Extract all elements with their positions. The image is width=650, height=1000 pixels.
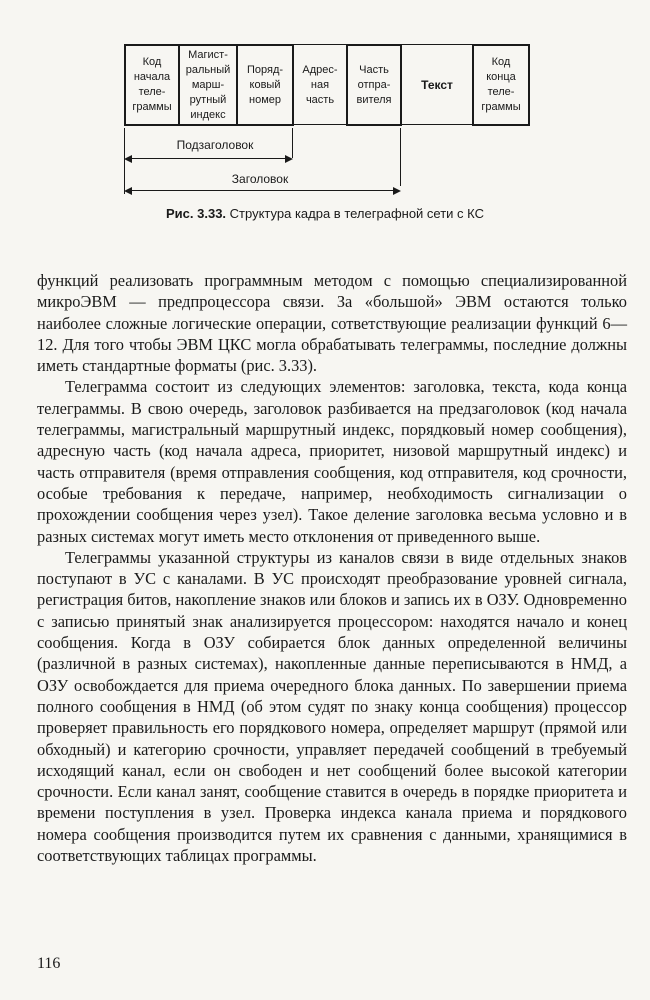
figure-caption bbox=[0, 206, 650, 221]
subheader-right-tick bbox=[292, 128, 293, 158]
header-right-tick bbox=[400, 128, 401, 186]
header-arrow-right bbox=[393, 187, 401, 195]
frame-structure-figure bbox=[120, 44, 532, 194]
header-arrow-left bbox=[124, 187, 132, 195]
subheader-label: Подзаголовок bbox=[176, 138, 254, 152]
body-text bbox=[37, 270, 627, 866]
address-top-line bbox=[294, 44, 346, 45]
cell-address-part: Адрес- ная часть bbox=[302, 63, 338, 106]
paragraph: функций реализовать программным методом с помощью специализированной микроЭВМ — предпроцессора связи. За «большой» ЭВМ остаются только наиболее сложные логические операции, сответствующие реализации функций 6—12. Для того чтобы ЭВМ ЦКС могла обрабатывать телеграммы, последние должны иметь стандартные форматы (рис. 3.33). bbox=[37, 271, 627, 376]
cell-sender-part: Часть отпра- вителя bbox=[346, 44, 402, 126]
text-top-line bbox=[402, 44, 472, 45]
header-left-tick bbox=[124, 164, 125, 194]
frame-row bbox=[120, 44, 532, 128]
cell-route-index: Магист- ральный марш- рутный индекс bbox=[178, 44, 238, 126]
header-label: Заголовок bbox=[231, 172, 289, 186]
caption-text: Структура кадра в телеграфной сети с КС bbox=[229, 206, 484, 221]
subheader-line bbox=[126, 158, 291, 159]
subheader-arrow-left bbox=[124, 155, 132, 163]
cell-end-code: Код конца теле- граммы bbox=[472, 44, 530, 126]
page-number: 116 bbox=[37, 955, 61, 972]
caption-number: Рис. 3.33. bbox=[166, 206, 227, 221]
address-bottom-line bbox=[294, 124, 346, 125]
text-bottom-line bbox=[402, 124, 472, 125]
cell-serial-number: Поряд- ковый номер bbox=[236, 44, 294, 126]
cell-text: Текст bbox=[421, 77, 453, 92]
paragraph: Телеграмма состоит из следующих элементов: заголовка, текста, кода конца телеграммы. В свою очередь, заголовок разбивается на предзаголовок (код начала телеграммы, магистральный маршрутный индекс, порядковый номер сообщения), адресную часть (код начала адреса, приоритет, низовой маршрутный индекс) и часть отправителя (время отправления сообщения, код отправителя, код срочности, особые требования к передаче, например, необходимость сигнализации о прохождении сообщения через узел). Такое деление заголовка весьма условно и в разных системах могут иметь место отклонения от приведенного выше. bbox=[37, 377, 627, 546]
paragraph: Телеграммы указанной структуры из каналов связи в виде отдельных знаков поступают в УС с каналами. В УС происходят преобразование уровней сигнала, регистрация битов, накопление знаков или блоков и запись их в ОЗУ. Одновременно с записью принятый знак анализируется процессором: находятся начало и конец сообщения. Когда в ОЗУ собирается блок данных определенной величины (различной в разных системах), накопленные данные переписываются в НМД, а ОЗУ освобождается для приема очередного блока данных. По завершении приема полного сообщения в НМД (об этом судят по знаку конца сообщения) процессор проверяет правильность его порядкового номера, определяет маршрут (прямой или обходный) и категорию срочности, управляет передачей сообщений в требуемый исходящий канал, если он свободен и нет сообщений более высокой категории срочности. Если канал занят, сообщение ставится в очередь в порядке приоритета и времени поступления в узел. Проверка индекса канала приема и порядкового номера сообщения производится путем их сравнения с данными, хранящимися в соответствующих таблицах программы. bbox=[37, 547, 627, 866]
subheader-arrow-right bbox=[285, 155, 293, 163]
cell-start-code: Код начала теле- граммы bbox=[124, 44, 180, 126]
header-line bbox=[126, 190, 399, 191]
